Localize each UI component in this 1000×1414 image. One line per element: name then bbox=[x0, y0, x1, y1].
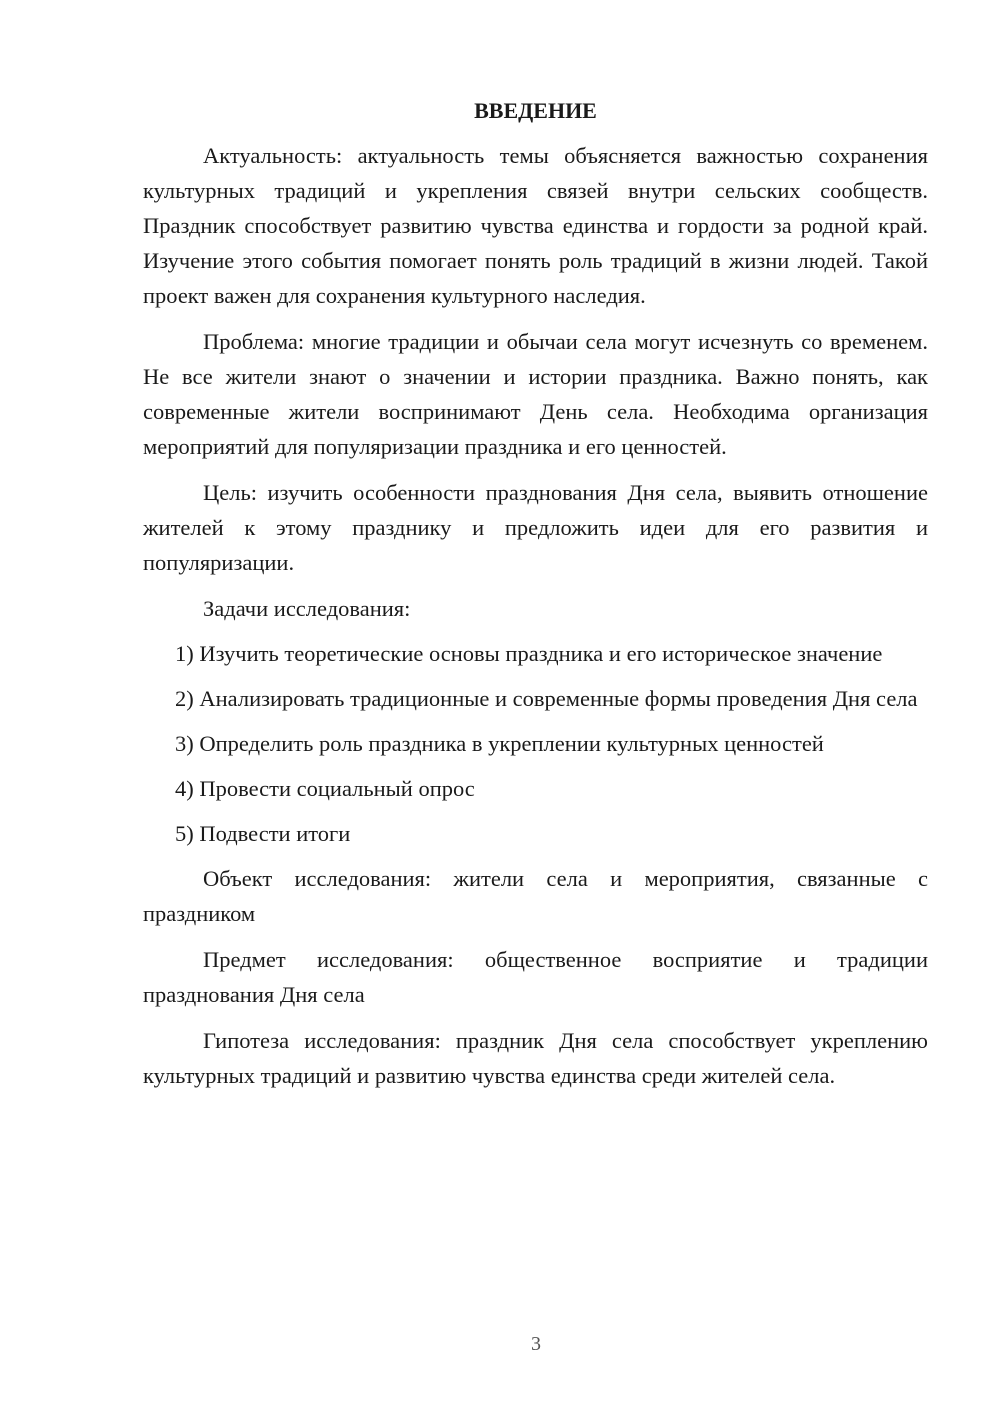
goal-paragraph: Цель: изучить особенности празднования Дня села, выявить отношение жителей к этому празднику и предложить идеи для его развития и популяризации. bbox=[143, 480, 928, 575]
task-item-1: 1) Изучить теоретические основы праздника и его историческое значение bbox=[175, 641, 883, 666]
subject-paragraph: Предмет исследования: общественное восприятие и традиции празднования Дня села bbox=[143, 947, 928, 1007]
hypothesis-paragraph: Гипотеза исследования: праздник Дня села способствует укреплению культурных традиций и развитию чувства единства среди жителей села. bbox=[143, 1028, 928, 1088]
task-item-2: 2) Анализировать традиционные и современные формы проведения Дня села bbox=[175, 686, 918, 711]
task-item-3: 3) Определить роль праздника в укреплении культурных ценностей bbox=[175, 731, 824, 756]
task-item-4: 4) Провести социальный опрос bbox=[175, 776, 475, 801]
page-title: ВВЕДЕНИЕ bbox=[474, 98, 597, 123]
task-item-5: 5) Подвести итоги bbox=[175, 821, 351, 846]
problem-paragraph: Проблема: многие традиции и обычаи села могут исчезнуть со временем. Не все жители знают о значении и истории праздника. Важно понять, как современные жители воспринимают День села. Необходима организация мероприятий для популяризации праздника и его ценностей. bbox=[143, 329, 928, 459]
page-content bbox=[143, 96, 928, 1104]
page-number: 3 bbox=[531, 1333, 541, 1355]
object-paragraph: Объект исследования: жители села и мероприятия, связанные с праздником bbox=[143, 866, 928, 926]
tasks-label: Задачи исследования: bbox=[203, 596, 411, 621]
relevance-paragraph: Актуальность: актуальность темы объясняется важностью сохранения культурных традиций и укрепления связей внутри сельских сообществ. Праздник способствует развитию чувства единства и гордости за родной край. Изучение этого события помогает понять роль традиций в жизни людей. Такой проект важен для сохранения культурного наследия. bbox=[143, 143, 928, 308]
